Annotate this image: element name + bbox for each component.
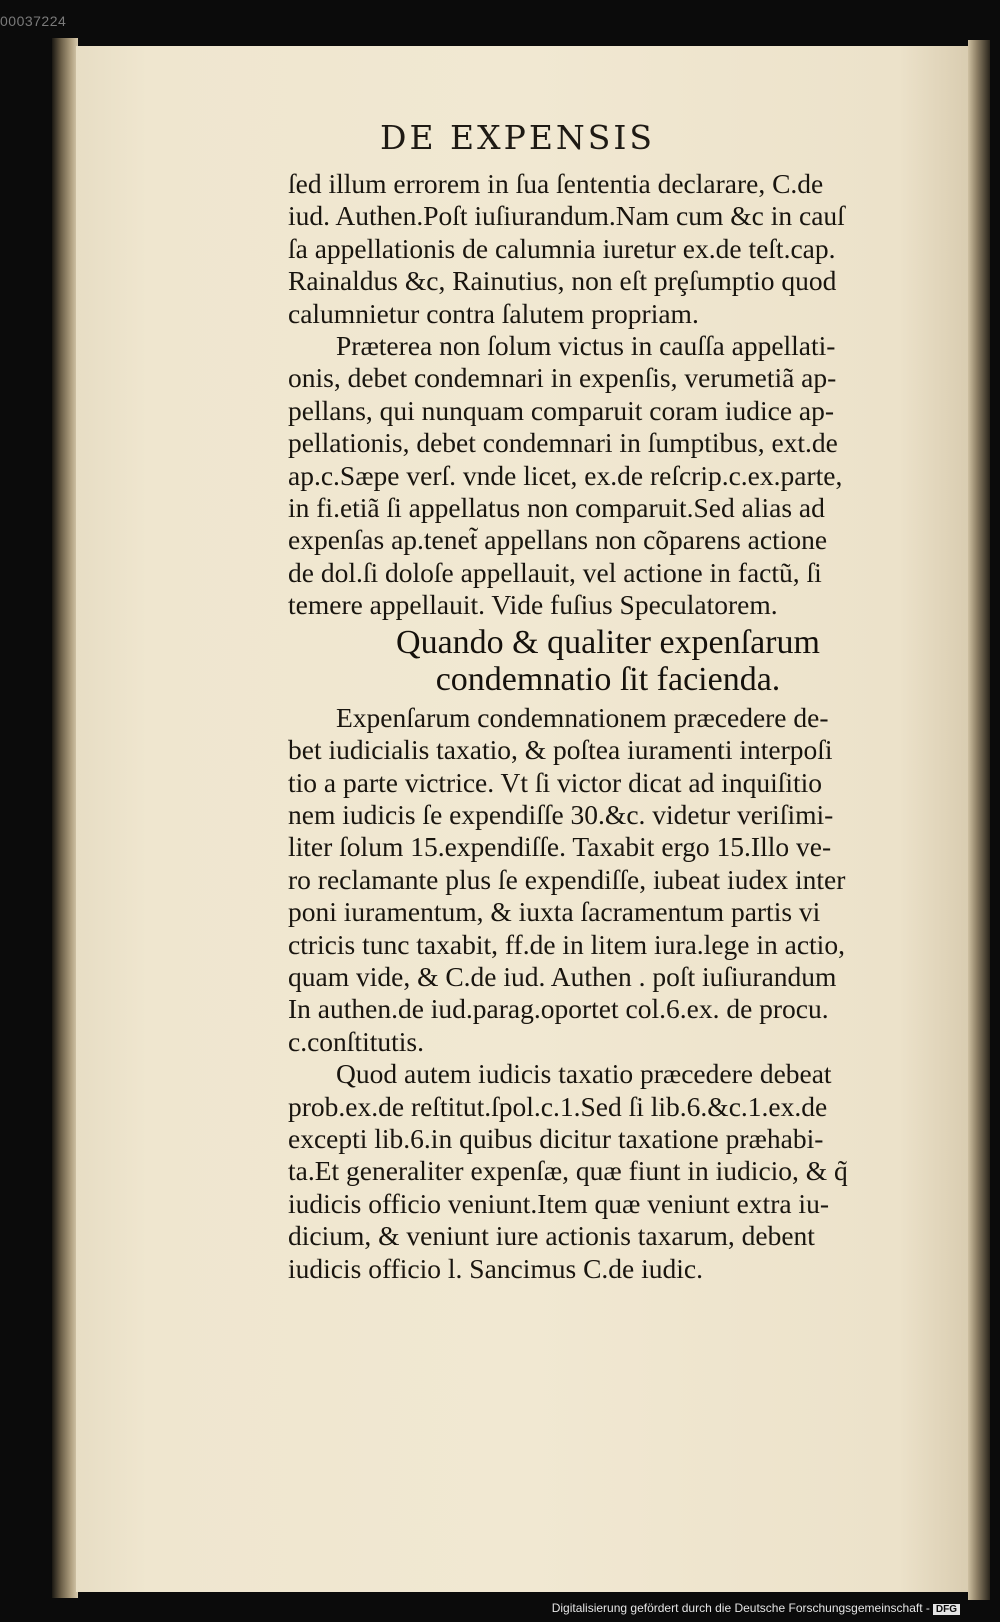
text-line: Expenſarum condemnationem præcedere de-	[336, 701, 829, 733]
paragraph	[288, 1058, 928, 1285]
subheading-line: Quando & qualiter expenſarum	[396, 623, 820, 661]
text-line: poni iuramentum, & iuxta ſacramentum partis vi	[288, 896, 821, 928]
text-line: In authen.de iud.parag.oportet col.6.ex. de procu.	[288, 993, 829, 1025]
text-line: ctricis tunc taxabit, ff.de in litem iura.lege in actio,	[288, 928, 845, 960]
text-line: iudicis officio veniunt.Item quæ veniunt extra iu-	[288, 1187, 829, 1219]
section-subheading	[288, 624, 928, 698]
text-line: ta.Et generaliter expenſæ, quæ fiunt in iudicio, & q̃	[288, 1155, 848, 1187]
text-line: in fi.etiã ſi appellatus non comparuit.Sed alias ad	[288, 492, 825, 524]
text-line: Præterea non ſolum victus in cauſſa appellati-	[336, 330, 836, 362]
text-line: de dol.ſi doloſe appellauit, vel actione in factũ, ſi	[288, 556, 822, 588]
text-line: temere appellauit. Vide fuſius Speculatorem.	[288, 589, 778, 621]
paragraph-group-1	[288, 168, 928, 622]
subheading-line: condemnatio ſit facienda.	[435, 660, 781, 698]
text-line: Rainaldus &c, Rainutius, non eſt prȩſumptio quod	[288, 265, 837, 297]
text-line: calumnietur contra ſalutem propriam.	[288, 297, 699, 329]
digitization-credit	[552, 1601, 960, 1615]
paragraph-group-2	[288, 702, 928, 1285]
text-line: liter ſolum 15.expendiſſe. Taxabit ergo 15.Illo ve-	[288, 831, 832, 863]
scan-id: 00037224	[0, 13, 67, 29]
text-line: ro reclamante plus ſe expendiſſe, iubeat iudex inter	[288, 863, 846, 895]
text-line: c.conſtitutis.	[288, 1025, 424, 1057]
paragraph	[288, 168, 928, 330]
text-line: pellans, qui nunquam comparuit coram iudice ap-	[288, 394, 835, 426]
text-line: pellationis, debet condemnari in ſumptibus, ext.de	[288, 427, 838, 459]
text-line: quam vide, & C.de iud. Authen . poſt iuſiurandum	[288, 960, 837, 992]
credit-text: Digitalisierung gefördert durch die Deutsche Forschungsgemeinschaft -	[551, 1601, 930, 1615]
running-head: DE EXPENSIS	[380, 118, 656, 157]
page-edge-left	[52, 38, 78, 1598]
text-line: expenſas ap.tenet̃ appellans non cõparens actione	[288, 524, 828, 556]
text-line: prob.ex.de reſtitut.ſpol.c.1.Sed ſi lib.6.&c.1.ex.de	[288, 1090, 828, 1122]
text-line: bet iudicialis taxatio, & poſtea iuramenti interpoſi	[288, 734, 833, 766]
text-line: ſa appellationis de calumnia iuretur ex.de teſt.cap.	[288, 232, 836, 264]
page-edge-right	[968, 40, 990, 1600]
body-text	[288, 168, 928, 1285]
text-line: excepti lib.6.in quibus dicitur taxatione præhabi-	[288, 1122, 824, 1154]
text-line: iud. Authen.Poſt iuſiurandum.Nam cum &c in cauſ	[288, 200, 845, 232]
dfg-logo: DFG	[933, 1604, 960, 1615]
text-line: nem iudicis ſe expendiſſe 30.&c. videtur veriſimi-	[288, 798, 834, 830]
text-line: tio a parte victrice. Vt ſi victor dicat ad inquiſitio	[288, 766, 823, 798]
text-line: Quod autem iudicis taxatio præcedere debeat	[336, 1058, 832, 1090]
text-line: ap.c.Sæpe verſ. vnde licet, ex.de reſcrip.c.ex.parte,	[288, 459, 843, 491]
text-line: ſed illum errorem in ſua ſententia declarare, C.de	[288, 168, 824, 199]
text-line: dicium, & veniunt iure actionis taxarum, debent	[288, 1220, 815, 1252]
paragraph	[288, 702, 928, 1058]
paragraph	[288, 330, 928, 622]
text-line: iudicis officio l. Sancimus C.de iudic.	[288, 1252, 703, 1284]
text-line: onis, debet condemnari in expenſis, verumetiã ap-	[288, 362, 837, 394]
